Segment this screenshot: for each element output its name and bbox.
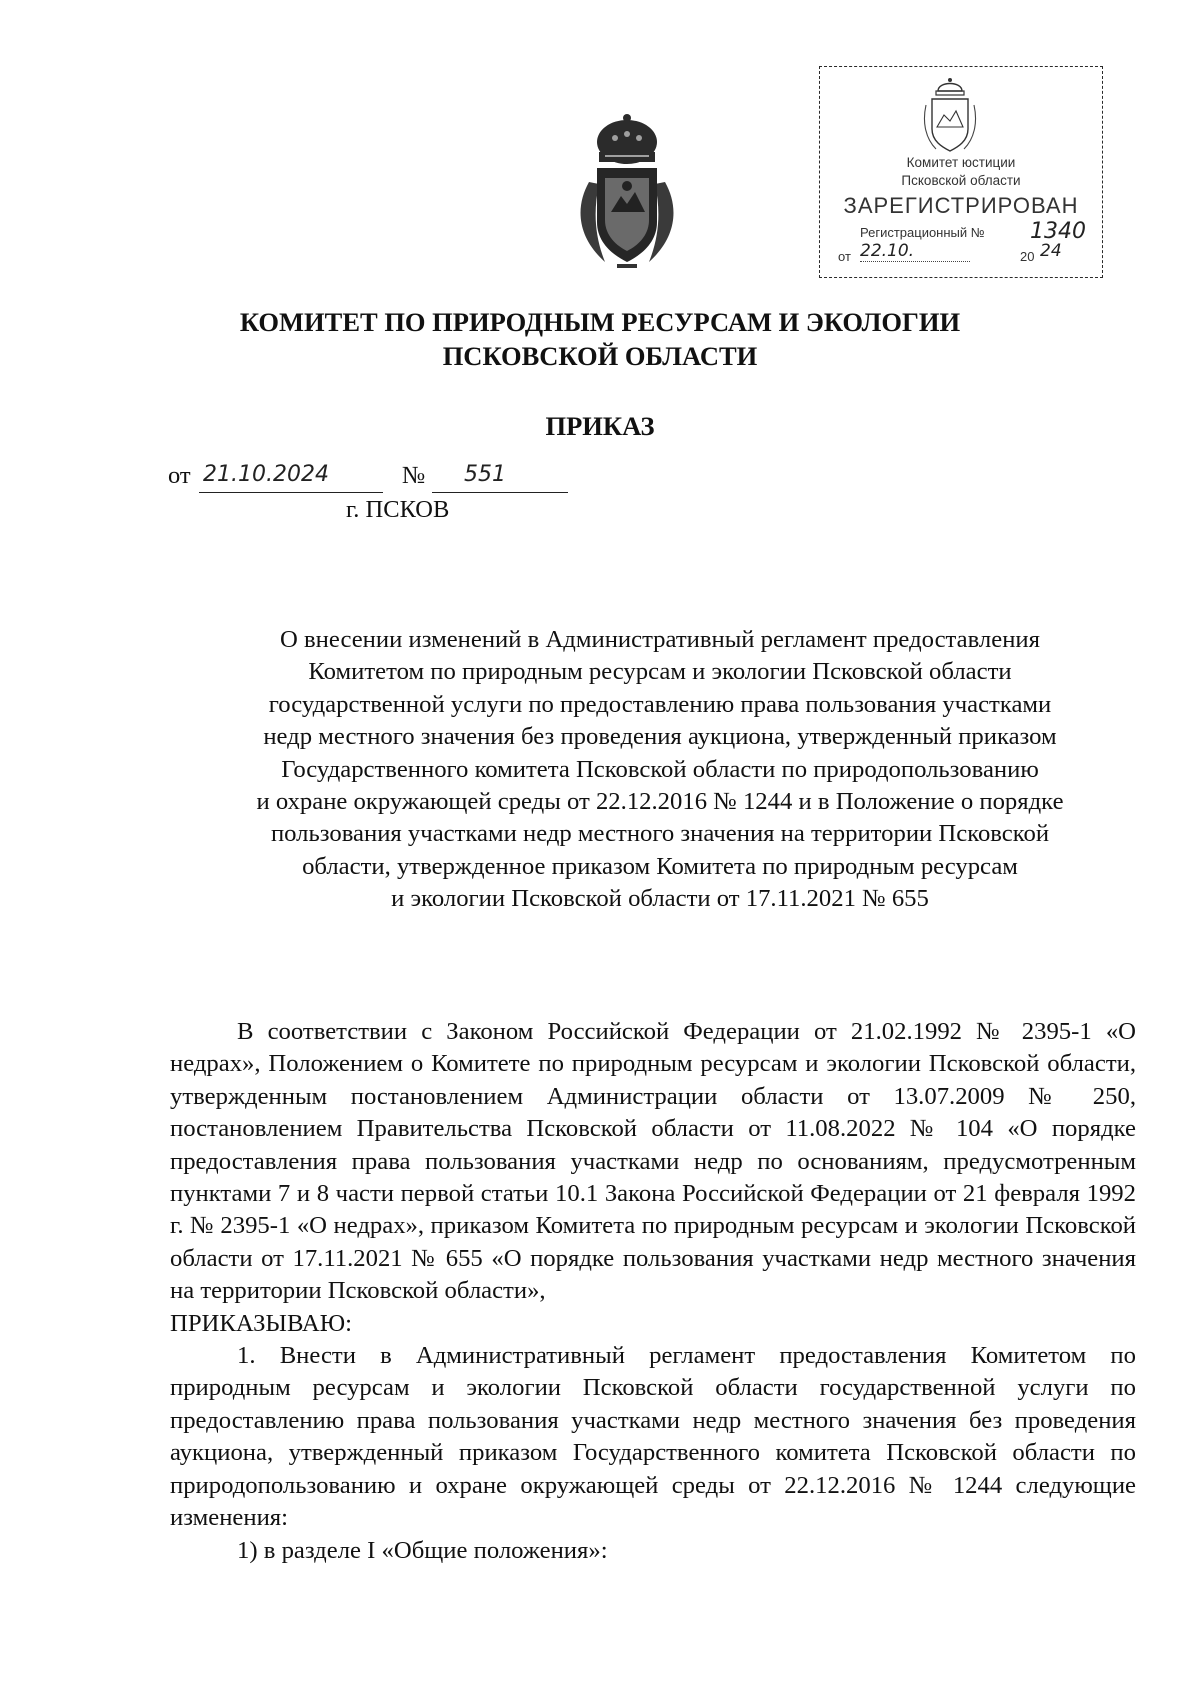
preamble-paragraph: В соответствии с Законом Российской Федерации от 21.02.1992 № 2395-1 «О недрах», Положением о Комитете по природным ресурсам и экологии Псковской области, утвержденным постановлением Администрации области от 13.07.2009 № 250, постановлением Правительства Псковской области от 11.08.2022 № 104 «О порядке предоставления права пользования участками недр по основаниям, предусмотренным пунктами 7 и 8 части первой статьи 10.1 Закона Российской Федерации от 21 февраля 1992 г. № 2395-1 «О недрах», приказом Комитета по природным ресурсам и экологии Псковской области от 17.11.2021 № 655 «О порядке пользования участками недр местного значения на территории Псковской области», [170,1018,1136,1305]
stamp-registered: ЗАРЕГИСТРИРОВАН [843,193,1079,218]
title-line: и охране окружающей среды от 22.12.2016 № 1244 и в Положение о порядке [256,788,1064,816]
order-number-handwritten: 551 [464,462,506,487]
subitem-1-paragraph: 1) в разделе I «Общие положения»: [237,1536,608,1564]
order-number-prefix: № [402,462,426,489]
title-line: О внесении изменений в Административный регламент предоставления [280,626,1040,653]
coat-of-arms-icon [575,112,679,272]
document-body [170,1016,1136,1567]
registration-stamp [819,66,1103,278]
stamp-emblem-icon [920,75,980,155]
order-number-field [432,462,568,493]
title-line: недр местного значения без проведения аукциона, утвержденный приказом [263,723,1057,751]
title-line: пользования участками недр местного значения на территории Псковской [270,820,1050,848]
order-date-field [199,462,383,493]
title-line: области, утвержденное приказом Комитета по природным ресурсам [302,852,1018,880]
title-line: Комитетом по природным ресурсам и экологии Псковской области [308,658,1012,686]
order-city: г. ПСКОВ [346,496,450,523]
order-word: ПРИКАЗЫВАЮ: [170,1309,352,1337]
stamp-year-prefix: 20 [1020,249,1035,264]
document-title [150,624,1170,916]
item-1-paragraph: 1. Внести в Административный регламент предоставления Комитетом по природным ресурсам и экологии Псковской области государственной услуги по предоставлению права пользования участками недр местного значения без проведения аукциона, утвержденный приказом Государственного комитета Псковской области по природопользованию и охране окружающей среды от 22.12.2016 № 1244 следующие изменения: [170,1342,1136,1532]
stamp-date-handwritten: 22.10. [860,241,970,262]
org-name-line2: ПСКОВСКОЙ ОБЛАСТИ [442,341,758,371]
title-line: государственной услуги по предоставлению права пользования участками [268,690,1052,718]
order-date-prefix: от [168,462,191,489]
order-date-handwritten: 21.10.2024 [203,462,329,487]
stamp-org-line2: Псковской области [901,173,1021,188]
stamp-org-line1: Комитет юстиции [906,155,1016,170]
stamp-year-handwritten: 24 [1040,241,1062,261]
title-line: и экологии Псковской области от 17.11.2021 № 655 [391,885,929,913]
stamp-date-prefix: от [838,249,851,264]
document-type: ПРИКАЗ [545,411,655,441]
stamp-reg-number-label: Регистрационный № [860,225,985,240]
stamp-reg-number-value: 1340 [1030,219,1086,244]
org-name-line1: КОМИТЕТ ПО ПРИРОДНЫМ РЕСУРСАМ И ЭКОЛОГИИ [239,307,961,337]
title-line: Государственного комитета Псковской области по природопользованию [281,755,1039,783]
